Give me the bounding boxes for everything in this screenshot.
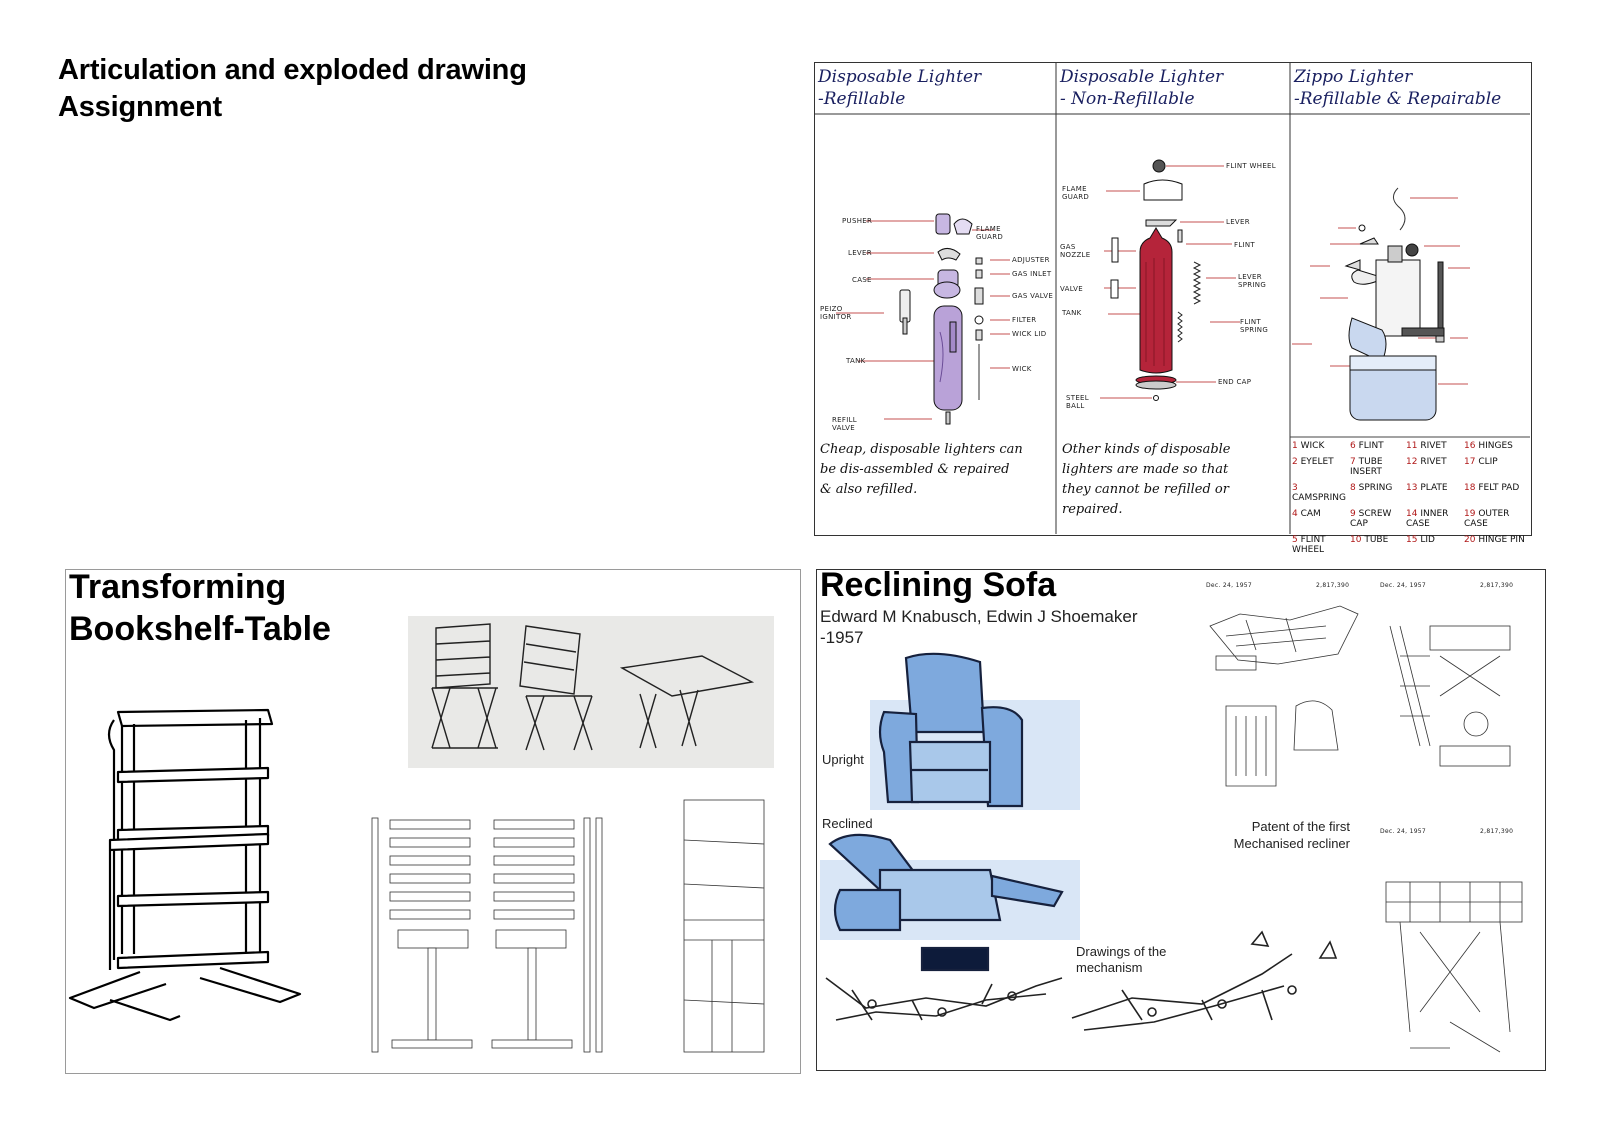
bookshelf-title-line-2: Bookshelf-Table xyxy=(69,610,331,648)
part-name: PLATE xyxy=(1420,483,1448,493)
label-flame-guard-2: FLAME GUARD xyxy=(1062,185,1090,201)
label-wick: WICK xyxy=(1012,365,1032,373)
part-item xyxy=(1292,441,1350,451)
bookshelf-flat-pattern-drawings xyxy=(372,800,772,1062)
part-number: 13 xyxy=(1406,483,1418,493)
part-name: RIVET xyxy=(1420,441,1447,451)
part-number: 4 xyxy=(1292,509,1298,519)
bookshelf-title-line-1: Transforming xyxy=(69,568,287,606)
label-tank-2: TANK xyxy=(1062,309,1082,317)
page-title-line-1: Articulation and exploded drawing xyxy=(58,54,527,86)
label-adjuster: ADJUSTER xyxy=(1012,256,1050,264)
zippo-lighter-exploded-drawing xyxy=(1290,62,1530,432)
label-gas-valve: GAS VALVE xyxy=(1012,292,1054,300)
lighter-col3-heading-1: Zippo Lighter xyxy=(1294,67,1413,87)
patent-sheet-1-drawing xyxy=(1206,596,1362,802)
part-name: RIVET xyxy=(1420,457,1447,467)
part-number: 12 xyxy=(1406,457,1418,467)
lighter-col3-heading-2: -Refillable & Repairable xyxy=(1294,89,1502,109)
note-refillable-line-1: Cheap, disposable lighters can xyxy=(820,442,1023,457)
part-item xyxy=(1464,535,1528,555)
page-title-line-2: Assignment xyxy=(58,91,222,123)
part-item xyxy=(1292,509,1350,529)
patent-number-2: 2,817,390 xyxy=(1480,582,1514,589)
part-name: FELT PAD xyxy=(1478,483,1520,493)
label-lever: LEVER xyxy=(848,249,872,257)
label-filter: FILTER xyxy=(1012,316,1037,324)
caption-mechanism xyxy=(1076,944,1166,976)
part-item xyxy=(1292,457,1350,477)
part-item xyxy=(1464,457,1528,477)
part-number: 10 xyxy=(1350,535,1362,545)
zippo-parts-list xyxy=(1292,441,1528,555)
lighter-col1-heading-1: Disposable Lighter xyxy=(818,67,982,87)
part-number: 17 xyxy=(1464,457,1476,467)
label-gas-nozzle: GAS NOZZLE xyxy=(1060,243,1091,259)
part-item xyxy=(1406,483,1464,503)
patent-number-3: 2,817,390 xyxy=(1480,828,1514,835)
label-case: CASE xyxy=(852,276,872,284)
caption-reclined: Reclined xyxy=(822,816,873,831)
patent-number-1: 2,817,390 xyxy=(1316,582,1350,589)
part-name: CAMSPRING xyxy=(1292,493,1346,503)
part-name: SPRING xyxy=(1358,483,1393,493)
label-lever-spring: LEVER SPRING xyxy=(1238,273,1267,289)
upright-recliner-sketch xyxy=(870,650,1080,820)
caption-patent-line-2: Mechanised recliner xyxy=(1233,836,1350,851)
part-item xyxy=(1464,509,1528,529)
part-item xyxy=(1350,535,1406,555)
part-number: 18 xyxy=(1464,483,1476,493)
patent-date-2: Dec. 24, 1957 xyxy=(1380,582,1427,589)
part-number: 1 xyxy=(1292,441,1298,451)
label-lever-2: LEVER xyxy=(1226,218,1250,226)
part-number: 11 xyxy=(1406,441,1418,451)
part-name: TUBE INSERT xyxy=(1350,457,1383,477)
part-number: 16 xyxy=(1464,441,1476,451)
part-number: 7 xyxy=(1350,457,1356,467)
part-name: FLINT xyxy=(1358,441,1384,451)
note-non-refillable-line-1: Other kinds of disposable xyxy=(1062,442,1231,457)
part-item xyxy=(1292,535,1350,555)
lighter-col2-heading-1: Disposable Lighter xyxy=(1060,67,1224,87)
patent-date-1: Dec. 24, 1957 xyxy=(1206,582,1253,589)
part-name: LID xyxy=(1420,535,1435,545)
note-refillable-line-2: be dis-assembled & repaired xyxy=(820,462,1010,477)
label-flint-wheel: FLINT WHEEL xyxy=(1226,162,1276,170)
part-name: HINGE PIN xyxy=(1478,535,1525,545)
label-flint-spring: FLINT SPRING xyxy=(1240,318,1269,334)
part-number: 20 xyxy=(1464,535,1476,545)
bookshelf-title xyxy=(69,566,331,650)
note-non-refillable xyxy=(1062,440,1231,520)
caption-upright: Upright xyxy=(822,752,864,767)
part-name: WICK xyxy=(1300,441,1325,451)
bookshelf-transformation-sketch xyxy=(408,616,774,768)
part-name: SCREW CAP xyxy=(1350,509,1392,529)
part-number: 15 xyxy=(1406,535,1418,545)
label-peizo-ignitor: PEIZO IGNITOR xyxy=(820,305,852,321)
patent-sheet-3-drawing xyxy=(1380,872,1530,1062)
note-non-refillable-line-4: repaired. xyxy=(1062,502,1123,517)
part-item xyxy=(1464,441,1528,451)
sofa-subtitle-line-2: -1957 xyxy=(820,628,864,647)
part-number: 6 xyxy=(1350,441,1356,451)
caption-mechanism-line-2: mechanism xyxy=(1076,960,1143,975)
note-refillable xyxy=(820,440,1023,500)
part-number: 9 xyxy=(1350,509,1356,519)
part-name: CLIP xyxy=(1478,457,1498,467)
part-name: FLINT WHEEL xyxy=(1292,535,1326,555)
part-number: 2 xyxy=(1292,457,1298,467)
part-item xyxy=(1406,441,1464,451)
bookshelf-sketch xyxy=(70,700,330,1050)
part-item xyxy=(1350,441,1406,451)
part-item xyxy=(1350,457,1406,477)
part-item xyxy=(1292,483,1350,503)
lighter-col1-heading-2: -Refillable xyxy=(818,89,906,109)
sofa-subtitle xyxy=(820,606,1138,648)
caption-mechanism-line-1: Drawings of the xyxy=(1076,944,1167,959)
part-number: 14 xyxy=(1406,509,1418,519)
part-item xyxy=(1350,509,1406,529)
part-item xyxy=(1406,509,1464,529)
part-name: EYELET xyxy=(1300,457,1334,467)
label-wick-lid: WICK LID xyxy=(1012,330,1047,338)
part-name: OUTER CASE xyxy=(1464,509,1510,529)
part-number: 19 xyxy=(1464,509,1476,519)
caption-patent xyxy=(1220,818,1350,852)
part-number: 5 xyxy=(1292,535,1298,545)
caption-patent-line-1: Patent of the first xyxy=(1251,819,1350,834)
patent-date-3: Dec. 24, 1957 xyxy=(1380,828,1427,835)
note-non-refillable-line-2: lighters are made so that xyxy=(1062,462,1229,477)
part-number: 3 xyxy=(1292,483,1298,493)
page-title xyxy=(58,52,527,126)
label-end-cap: END CAP xyxy=(1218,378,1252,386)
label-valve: VALVE xyxy=(1060,285,1083,293)
lighter-col2-heading-2: - Non-Refillable xyxy=(1060,89,1195,109)
patent-sheet-2-drawing xyxy=(1380,596,1530,806)
part-name: HINGES xyxy=(1478,441,1513,451)
part-item xyxy=(1350,483,1406,503)
label-refill-valve: REFILL VALVE xyxy=(832,416,857,432)
sofa-subtitle-line-1: Edward M Knabusch, Edwin J Shoemaker xyxy=(820,607,1138,626)
part-name: CAM xyxy=(1300,509,1321,519)
note-refillable-line-3: & also refilled. xyxy=(820,482,918,497)
part-item xyxy=(1406,535,1464,555)
label-tank: TANK xyxy=(846,357,866,365)
note-non-refillable-line-3: they cannot be refilled or xyxy=(1062,482,1229,497)
part-item xyxy=(1406,457,1464,477)
part-number: 8 xyxy=(1350,483,1356,493)
sofa-title: Reclining Sofa xyxy=(820,566,1057,604)
part-name: INNER CASE xyxy=(1406,509,1449,529)
part-item xyxy=(1464,483,1528,503)
label-gas-inlet: GAS INLET xyxy=(1012,270,1052,278)
label-pusher: PUSHER xyxy=(842,217,873,225)
label-flame-guard: FLAME GUARD xyxy=(976,225,1004,241)
label-flint: FLINT xyxy=(1234,241,1256,249)
label-steel-ball: STEEL BALL xyxy=(1066,394,1089,410)
part-name: TUBE xyxy=(1364,535,1389,545)
